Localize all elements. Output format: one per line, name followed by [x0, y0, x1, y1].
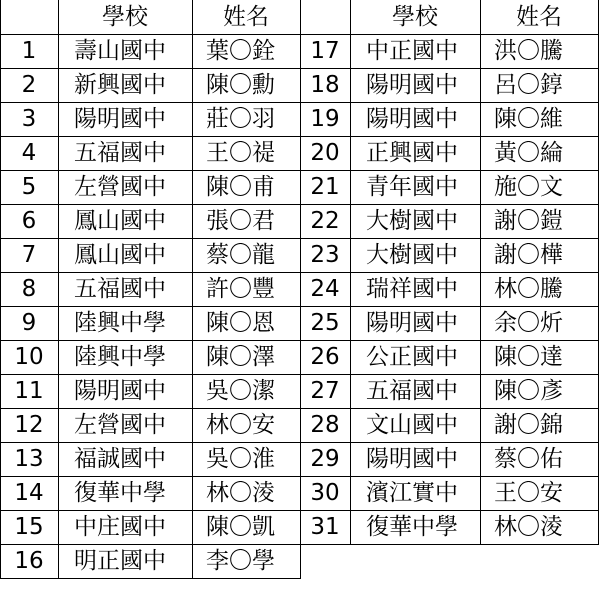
- school-cell: 陽明國中: [74, 377, 166, 404]
- student-name-cell: 謝〇鎧: [494, 207, 563, 234]
- school-cell: 陽明國中: [366, 309, 458, 336]
- student-name-cell: 莊〇羽: [206, 105, 275, 132]
- grid-line: [300, 34, 599, 35]
- row-number: 11: [14, 377, 44, 404]
- row-number: 17: [310, 37, 340, 64]
- grid-line: [0, 68, 301, 69]
- student-name-cell: 吳〇潔: [206, 377, 275, 404]
- grid-line: [0, 340, 301, 341]
- school-cell: 文山國中: [366, 411, 458, 438]
- row-number: 19: [310, 105, 340, 132]
- student-name-cell: 陳〇凱: [206, 513, 275, 540]
- school-cell: 正興國中: [366, 139, 458, 166]
- grid-line: [300, 68, 599, 69]
- grid-line: [0, 102, 301, 103]
- grid-line: [0, 374, 301, 375]
- grid-line: [300, 102, 599, 103]
- grid-line: [480, 0, 481, 545]
- grid-line: [0, 408, 301, 409]
- row-number: 23: [310, 241, 340, 268]
- row-number: 16: [14, 547, 44, 574]
- grid-line: [0, 442, 301, 443]
- grid-line: [300, 204, 599, 205]
- row-number: 30: [310, 479, 340, 506]
- grid-line: [300, 544, 599, 545]
- school-cell: 陽明國中: [74, 105, 166, 132]
- grid-line: [0, 34, 301, 35]
- grid-line: [0, 238, 301, 239]
- student-name-cell: 呂〇錞: [494, 71, 563, 98]
- school-cell: 青年國中: [366, 173, 458, 200]
- school-cell: 陽明國中: [366, 445, 458, 472]
- school-cell: 陽明國中: [366, 71, 458, 98]
- student-name-cell: 王〇禔: [206, 139, 275, 166]
- school-cell: 陸興中學: [74, 309, 166, 336]
- school-header: 學校: [102, 3, 148, 30]
- grid-line: [300, 238, 599, 239]
- student-name-cell: 王〇安: [494, 479, 563, 506]
- school-cell: 公正國中: [366, 343, 458, 370]
- grid-line: [0, 136, 301, 137]
- row-number: 9: [21, 309, 37, 336]
- student-name-cell: 謝〇樺: [494, 241, 563, 268]
- grid-line: [0, 306, 301, 307]
- student-name-cell: 張〇君: [206, 207, 275, 234]
- school-cell: 五福國中: [74, 139, 166, 166]
- student-name-cell: 許〇豐: [206, 275, 275, 302]
- grid-line: [58, 0, 59, 579]
- grid-line: [192, 0, 193, 579]
- row-number: 14: [14, 479, 44, 506]
- grid-line: [350, 0, 351, 545]
- row-number: 31: [310, 513, 340, 540]
- student-name-cell: 陳〇甫: [206, 173, 275, 200]
- grid-line: [300, 510, 599, 511]
- row-number: 13: [14, 445, 44, 472]
- grid-line: [300, 408, 599, 409]
- row-number: 28: [310, 411, 340, 438]
- grid-line: [0, 476, 301, 477]
- student-name-cell: 李〇學: [206, 547, 275, 574]
- grid-line: [0, 544, 301, 545]
- school-cell: 鳳山國中: [74, 207, 166, 234]
- student-name-cell: 施〇文: [494, 173, 563, 200]
- student-name-cell: 謝〇錦: [494, 411, 563, 438]
- school-cell: 左營國中: [74, 173, 166, 200]
- student-name-cell: 余〇炘: [494, 309, 563, 336]
- student-name-cell: 陳〇澤: [206, 343, 275, 370]
- row-number: 22: [310, 207, 340, 234]
- student-name-cell: 陳〇彥: [494, 377, 563, 404]
- grid-line: [598, 0, 599, 545]
- row-number: 3: [21, 105, 37, 132]
- row-number: 20: [310, 139, 340, 166]
- row-number: 15: [14, 513, 44, 540]
- row-number: 10: [14, 343, 44, 370]
- school-cell: 明正國中: [74, 547, 166, 574]
- school-cell: 五福國中: [366, 377, 458, 404]
- row-number: 18: [310, 71, 340, 98]
- grid-line: [300, 340, 599, 341]
- school-cell: 壽山國中: [74, 37, 166, 64]
- school-cell: 福誠國中: [74, 445, 166, 472]
- student-name-cell: 陳〇維: [494, 105, 563, 132]
- student-name-cell: 林〇騰: [494, 275, 563, 302]
- school-cell: 新興國中: [74, 71, 166, 98]
- student-name-cell: 蔡〇佑: [494, 445, 563, 472]
- school-cell: 左營國中: [74, 411, 166, 438]
- grid-line: [300, 442, 599, 443]
- grid-line: [0, 578, 301, 579]
- grid-line: [0, 170, 301, 171]
- grid-line: [300, 0, 301, 545]
- row-number: 1: [21, 37, 37, 64]
- row-number: 25: [310, 309, 340, 336]
- row-number: 24: [310, 275, 340, 302]
- student-name-cell: 陳〇達: [494, 343, 563, 370]
- row-number: 21: [310, 173, 340, 200]
- school-cell: 復華中學: [74, 479, 166, 506]
- grid-line: [300, 170, 599, 171]
- school-header: 學校: [392, 3, 438, 30]
- name-header: 姓名: [516, 3, 562, 30]
- name-header: 姓名: [223, 3, 269, 30]
- student-name-cell: 黃〇綸: [494, 139, 563, 166]
- school-cell: 中正國中: [366, 37, 458, 64]
- row-number: 29: [310, 445, 340, 472]
- grid-line: [0, 204, 301, 205]
- student-name-cell: 陳〇勳: [206, 71, 275, 98]
- student-name-cell: 陳〇恩: [206, 309, 275, 336]
- grid-line: [0, 0, 1, 579]
- school-cell: 陸興中學: [74, 343, 166, 370]
- school-cell: 陽明國中: [366, 105, 458, 132]
- grid-line: [300, 374, 599, 375]
- row-number: 4: [21, 139, 37, 166]
- row-number: 5: [21, 173, 37, 200]
- row-number: 12: [14, 411, 44, 438]
- row-number: 26: [310, 343, 340, 370]
- school-cell: 濱江實中: [366, 479, 458, 506]
- student-name-cell: 葉〇銓: [206, 37, 275, 64]
- grid-line: [300, 306, 599, 307]
- grid-line: [300, 476, 599, 477]
- grid-line: [0, 272, 301, 273]
- student-name-cell: 林〇淩: [206, 479, 275, 506]
- student-name-cell: 吳〇淮: [206, 445, 275, 472]
- row-number: 8: [21, 275, 37, 302]
- row-number: 7: [21, 241, 37, 268]
- student-name-cell: 洪〇騰: [494, 37, 563, 64]
- grid-line: [0, 510, 301, 511]
- school-cell: 瑞祥國中: [366, 275, 458, 302]
- student-name-cell: 林〇淩: [494, 513, 563, 540]
- row-number: 2: [21, 71, 37, 98]
- school-cell: 鳳山國中: [74, 241, 166, 268]
- school-cell: 復華中學: [366, 513, 458, 540]
- grid-line: [300, 272, 599, 273]
- school-cell: 大樹國中: [366, 207, 458, 234]
- student-name-cell: 林〇安: [206, 411, 275, 438]
- row-number: 27: [310, 377, 340, 404]
- student-name-cell: 蔡〇龍: [206, 241, 275, 268]
- school-cell: 大樹國中: [366, 241, 458, 268]
- row-number: 6: [21, 207, 37, 234]
- grid-line: [300, 136, 599, 137]
- school-cell: 五福國中: [74, 275, 166, 302]
- school-cell: 中庄國中: [74, 513, 166, 540]
